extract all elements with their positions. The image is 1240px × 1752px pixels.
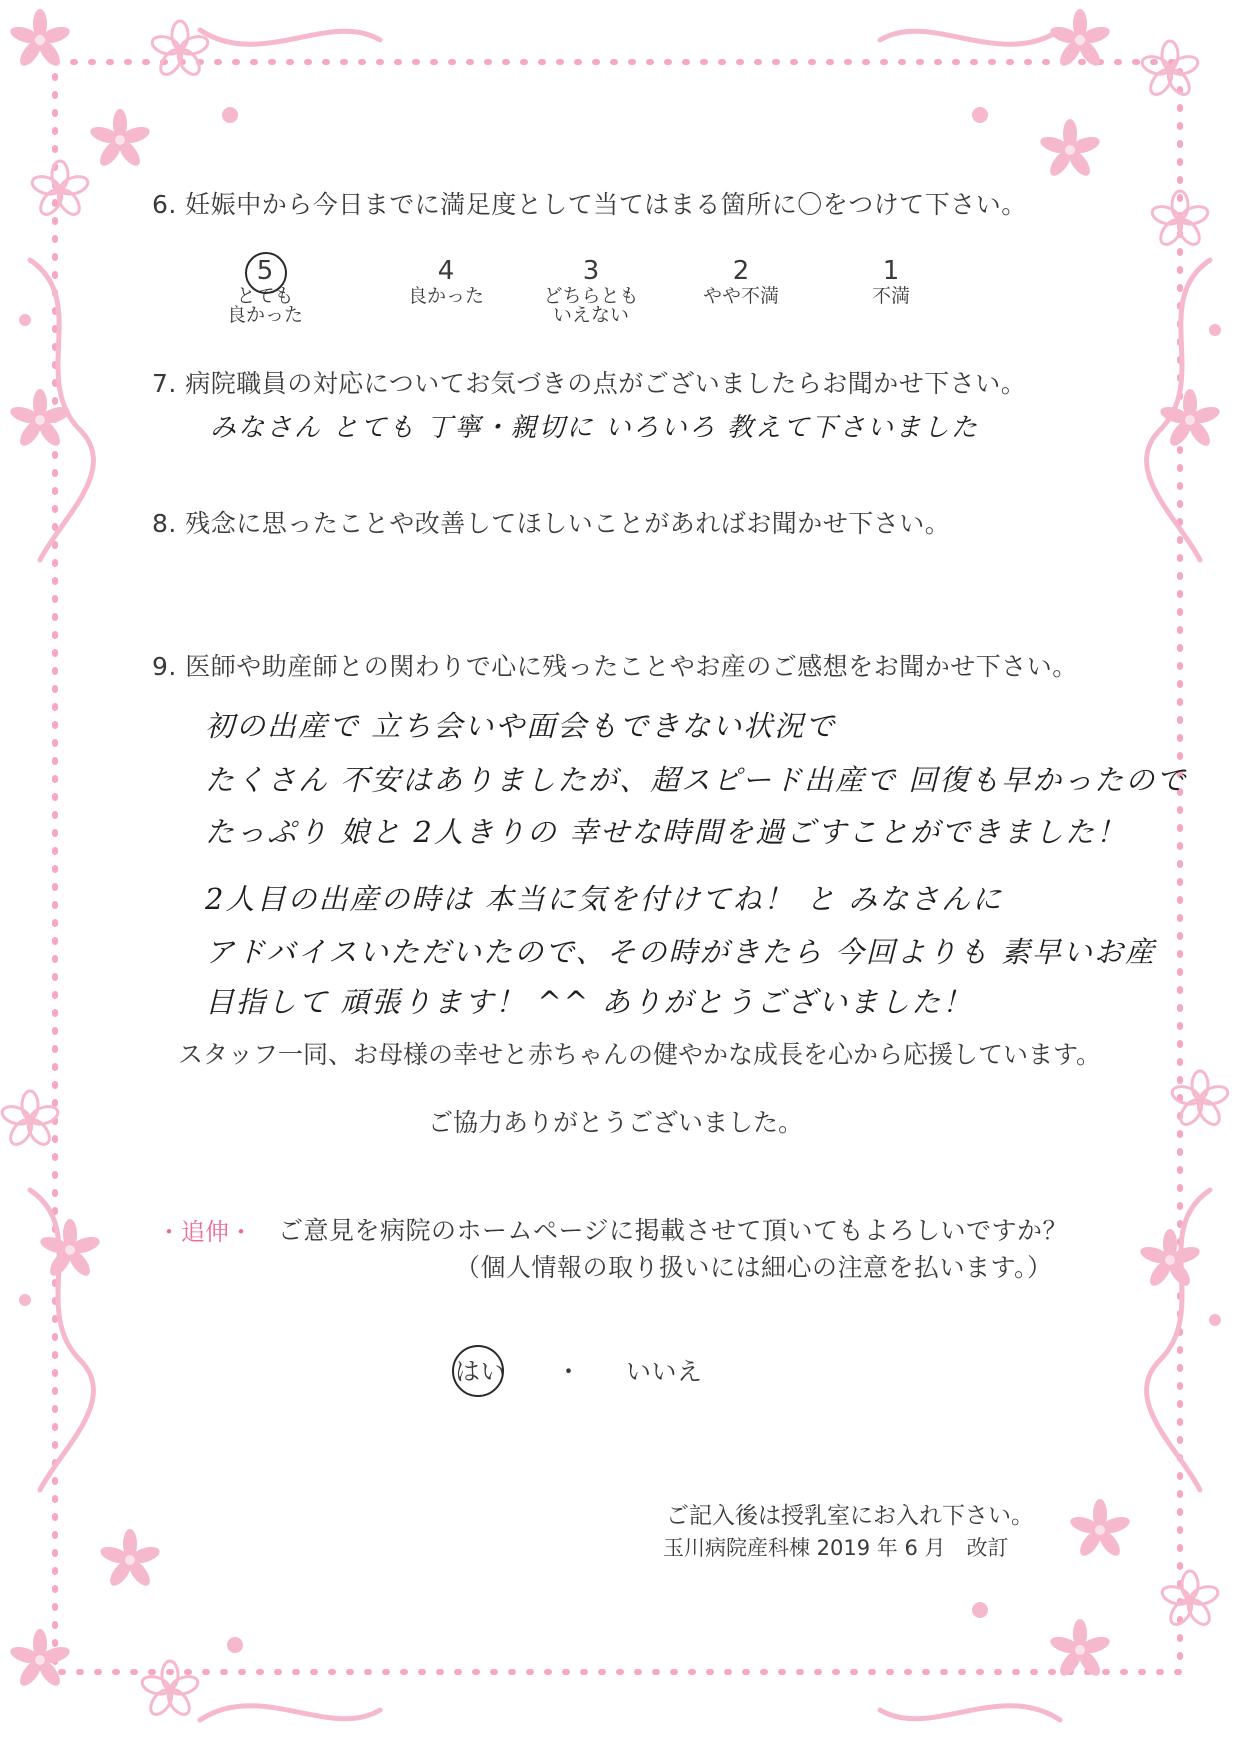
answer-line: 2人目の出産の時は 本当に気を付けてね！ と みなさんに	[205, 882, 1004, 916]
selection-circle	[452, 1345, 507, 1397]
answer-area-8[interactable]	[200, 540, 1060, 630]
question-9: 9. 医師や助産師との関わりで心に残ったことやお産のご感想をお聞かせ下さい。	[152, 652, 1078, 681]
scale-label: やや不満	[702, 285, 779, 307]
scale-label: いえない	[552, 304, 629, 326]
postscript-note: （個人情報の取り扱いには細心の注意を払います。）	[455, 1253, 1053, 1282]
scale-option-4[interactable]	[381, 255, 511, 306]
scale-option-2[interactable]	[676, 255, 806, 306]
footer-instruction: ご記入後は授乳室にお入れ下さい。	[666, 1503, 1034, 1529]
answer-line: 目指して 頑張ります！ ^^ ありがとうございました！	[205, 985, 974, 1019]
scale-number: 2	[732, 256, 750, 286]
answer-line: 初の出産で 立ち会いや面会もできない状況で	[205, 709, 837, 743]
consent-no[interactable]: いいえ	[626, 1357, 703, 1386]
scale-number: 1	[882, 256, 900, 286]
scale-number: 3	[582, 256, 600, 286]
scale-label: とても	[236, 285, 294, 307]
scale-option-3[interactable]	[526, 255, 656, 325]
postscript-question: ご意見を病院のホームページに掲載させて頂いてもよろしいですか？	[278, 1216, 1069, 1245]
question-8: 8. 残念に思ったことや改善してほしいことがあればお聞かせ下さい。	[152, 509, 951, 538]
answer-line: たっぷり 娘と 2人きりの 幸せな時間を過ごすことができました！	[205, 815, 1128, 849]
scale-label: 良かった	[407, 285, 484, 307]
scale-number: 5	[256, 256, 274, 286]
question-6: 6. 妊娠中から今日までに満足度として当てはまる箇所に〇をつけて下さい。	[152, 190, 1027, 219]
scale-label: 不満	[871, 285, 910, 307]
consent-separator: ・	[556, 1357, 582, 1386]
scale-option-1[interactable]	[826, 255, 956, 306]
answer-line: たくさん 不安はありましたが、超スピード出産で 回復も早かったので	[205, 763, 1188, 797]
thank-you-message: ご協力ありがとうございました。	[428, 1108, 804, 1137]
footer-revision: 玉川病院産科棟 2019 年 6 月 改訂	[663, 1536, 1009, 1560]
selection-circle	[245, 252, 287, 294]
answer-line: アドバイスいただいたので、その時がきたら 今回よりも 素早いお産	[205, 935, 1156, 969]
handwritten-answer-7[interactable]: みなさん とても 丁寧・親切に いろいろ 教えて下さいました	[210, 413, 980, 443]
question-7: 7. 病院職員の対応についてお気づきの点がございましたらお聞かせ下さい。	[152, 369, 1027, 398]
postscript-tag: ・追伸・	[157, 1218, 253, 1246]
scale-label: 良かった	[226, 304, 303, 326]
scale-label: どちらとも	[543, 285, 639, 307]
consent-yes[interactable]: はい	[455, 1357, 507, 1386]
closing-message: スタッフ一同、お母様の幸せと赤ちゃんの健やかな成長を心から応援しています。	[178, 1040, 1102, 1069]
scale-number: 4	[437, 256, 455, 286]
